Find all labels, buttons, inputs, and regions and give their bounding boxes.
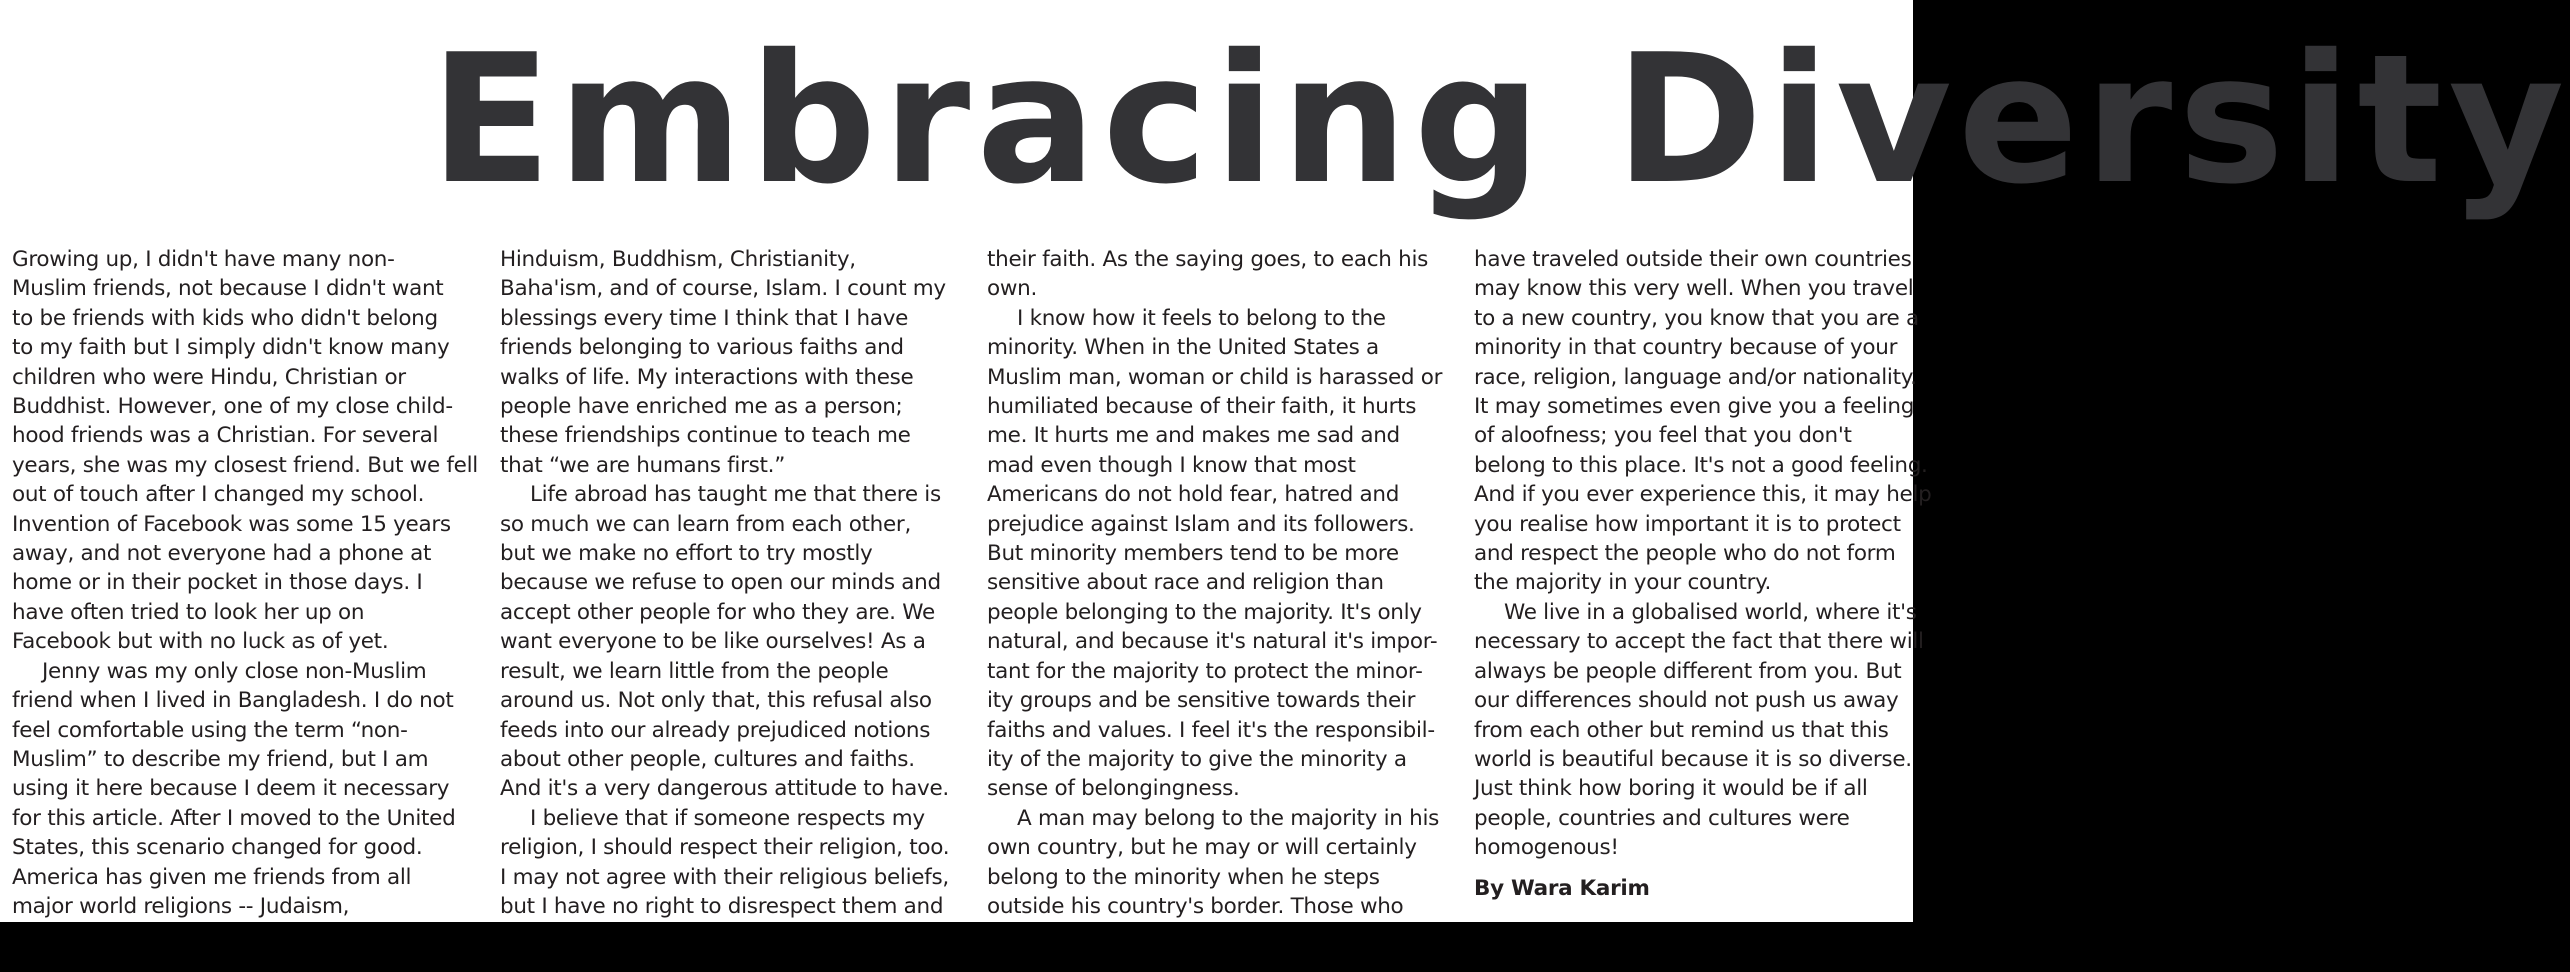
text-line: home or in their pocket in those days. I: [12, 570, 423, 596]
text-line: major world religions -- Judaism,: [12, 893, 350, 919]
text-line: out of touch after I changed my school.: [12, 482, 425, 508]
text-line: We live in a globalised world, where it's: [1504, 599, 1917, 625]
text-line: to my faith but I simply didn't know many: [12, 335, 450, 361]
text-line: accept other people for who they are. We: [500, 599, 935, 625]
text-line: friend when I lived in Bangladesh. I do not: [12, 688, 454, 714]
text-line: But minority members tend to be more: [987, 541, 1399, 567]
text-line: minority. When in the United States a: [987, 335, 1379, 361]
text-line: children who were Hindu, Christian or: [12, 364, 406, 390]
text-line: ity of the majority to give the minority a: [987, 746, 1407, 772]
text-line: minority in that country because of your: [1474, 335, 1898, 361]
text-line: of aloofness; you feel that you don't: [1474, 423, 1852, 449]
text-line: so much we can learn from each other,: [500, 511, 912, 537]
text-line: me. It hurts me and makes me sad and: [987, 423, 1400, 449]
text-line: Americans do not hold fear, hatred and: [987, 482, 1400, 508]
text-line: I believe that if someone respects my: [530, 805, 925, 831]
text-line: religion, I should respect their religion, too.: [500, 835, 950, 861]
text-line: faiths and values. I feel it's the responsibil-: [987, 717, 1435, 743]
text-line: want everyone to be like ourselves! As a: [500, 629, 926, 655]
text-line: Invention of Facebook was some 15 years: [12, 511, 451, 537]
text-line: have traveled outside their own countries: [1474, 247, 1912, 272]
text-line: Growing up, I didn't have many non-: [12, 247, 395, 272]
text-line: And if you ever experience this, it may help: [1474, 482, 1932, 508]
text-line: humiliated because of their faith, it hurts: [987, 394, 1417, 420]
text-line: always be people different from you. But: [1474, 658, 1902, 684]
text-line: world is beautiful because it is so diverse.: [1474, 746, 1912, 772]
text-line: Jenny was my only close non-Muslim: [42, 658, 427, 684]
text-line: I know how it feels to belong to the: [1017, 305, 1386, 331]
text-line: using it here because I deem it necessary: [12, 776, 450, 802]
text-line: because we refuse to open our minds and: [500, 570, 941, 596]
text-line: natural, and because it's natural it's impor-: [987, 629, 1438, 655]
text-line: for this article. After I moved to the United: [12, 805, 456, 831]
text-line: necessary to accept the fact that there will: [1474, 629, 1924, 655]
text-line: about other people, cultures and faiths.: [500, 746, 915, 772]
text-line: belong to this place. It's not a good feeling.: [1474, 452, 1928, 478]
text-line: away, and not everyone had a phone at: [12, 541, 432, 567]
article-title: Embracing Diversity: [430, 16, 2570, 223]
text-line: America has given me friends from all: [12, 864, 412, 890]
text-line: outside his country's border. Those who: [987, 893, 1404, 919]
text-line: belong to the minority when he steps: [987, 864, 1380, 890]
text-line: prejudice against Islam and its followers.: [987, 511, 1415, 537]
text-line: sense of belongingness.: [987, 776, 1240, 802]
text-line: walks of life. My interactions with these: [500, 364, 914, 390]
text-line: the majority in your country.: [1474, 570, 1772, 596]
text-line: friends belonging to various faiths and: [500, 335, 904, 361]
text-line: And it's a very dangerous attitude to have.: [500, 776, 949, 802]
text-line: I may not agree with their religious beliefs,: [500, 864, 949, 890]
text-line: own country, but he may or will certainly: [987, 835, 1417, 861]
text-line: to a new country, you know that you are a: [1474, 305, 1919, 331]
text-line: Life abroad has taught me that there is: [530, 482, 941, 508]
text-line: mad even though I know that most: [987, 452, 1356, 478]
text-line: people, countries and cultures were: [1474, 805, 1850, 831]
text-line: feel comfortable using the term “non-: [12, 717, 408, 743]
text-line: these friendships continue to teach me: [500, 423, 911, 449]
text-line: sensitive about race and religion than: [987, 570, 1384, 596]
text-line: Muslim friends, not because I didn't want: [12, 276, 444, 302]
text-line: States, this scenario changed for good.: [12, 835, 423, 861]
author-byline: By Wara Karim: [1474, 875, 1650, 901]
text-line: people have enriched me as a person;: [500, 394, 903, 420]
article-column-1: [12, 245, 482, 921]
text-line: ity groups and be sensitive towards their: [987, 688, 1416, 714]
text-line: around us. Not only that, this refusal also: [500, 688, 932, 714]
article-column-4: [1474, 245, 1944, 903]
text-line: that “we are humans first.”: [500, 452, 786, 478]
text-line: Hinduism, Buddhism, Christianity,: [500, 247, 856, 272]
text-line: It may sometimes even give you a feeling: [1474, 394, 1915, 420]
text-line: to be friends with kids who didn't belong: [12, 305, 438, 331]
text-line: own.: [987, 276, 1037, 302]
text-line: hood friends was a Christian. For several: [12, 423, 439, 449]
text-line: feeds into our already prejudiced notions: [500, 717, 931, 743]
text-line: Facebook but with no luck as of yet.: [12, 629, 389, 655]
text-line: Just think how boring it would be if all: [1474, 776, 1868, 802]
text-line: have often tried to look her up on: [12, 599, 365, 625]
text-line: Buddhist. However, one of my close child-: [12, 394, 453, 420]
text-line: A man may belong to the majority in his: [1017, 805, 1440, 831]
text-line: but I have no right to disrespect them and: [500, 893, 944, 919]
text-line: you realise how important it is to protect: [1474, 511, 1901, 537]
article-column-3: [987, 245, 1457, 921]
text-line: blessings every time I think that I have: [500, 305, 909, 331]
text-line: but we make no effort to try mostly: [500, 541, 873, 567]
text-line: race, religion, language and/or nationality.: [1474, 364, 1917, 390]
text-line: result, we learn little from the people: [500, 658, 889, 684]
text-line: Baha'ism, and of course, Islam. I count my: [500, 276, 946, 302]
text-line: years, she was my closest friend. But we fell: [12, 452, 478, 478]
text-line: Muslim man, woman or child is harassed or: [987, 364, 1443, 390]
text-line: Muslim” to describe my friend, but I am: [12, 746, 429, 772]
article-column-2: [500, 245, 970, 921]
text-line: and respect the people who do not form: [1474, 541, 1896, 567]
text-line: people belonging to the majority. It's only: [987, 599, 1422, 625]
text-line: may know this very well. When you travel: [1474, 276, 1914, 302]
text-line: homogenous!: [1474, 835, 1619, 861]
text-line: our differences should not push us away: [1474, 688, 1899, 714]
text-line: tant for the majority to protect the minor-: [987, 658, 1423, 684]
text-line: from each other but remind us that this: [1474, 717, 1889, 743]
text-line: their faith. As the saying goes, to each his: [987, 247, 1429, 272]
